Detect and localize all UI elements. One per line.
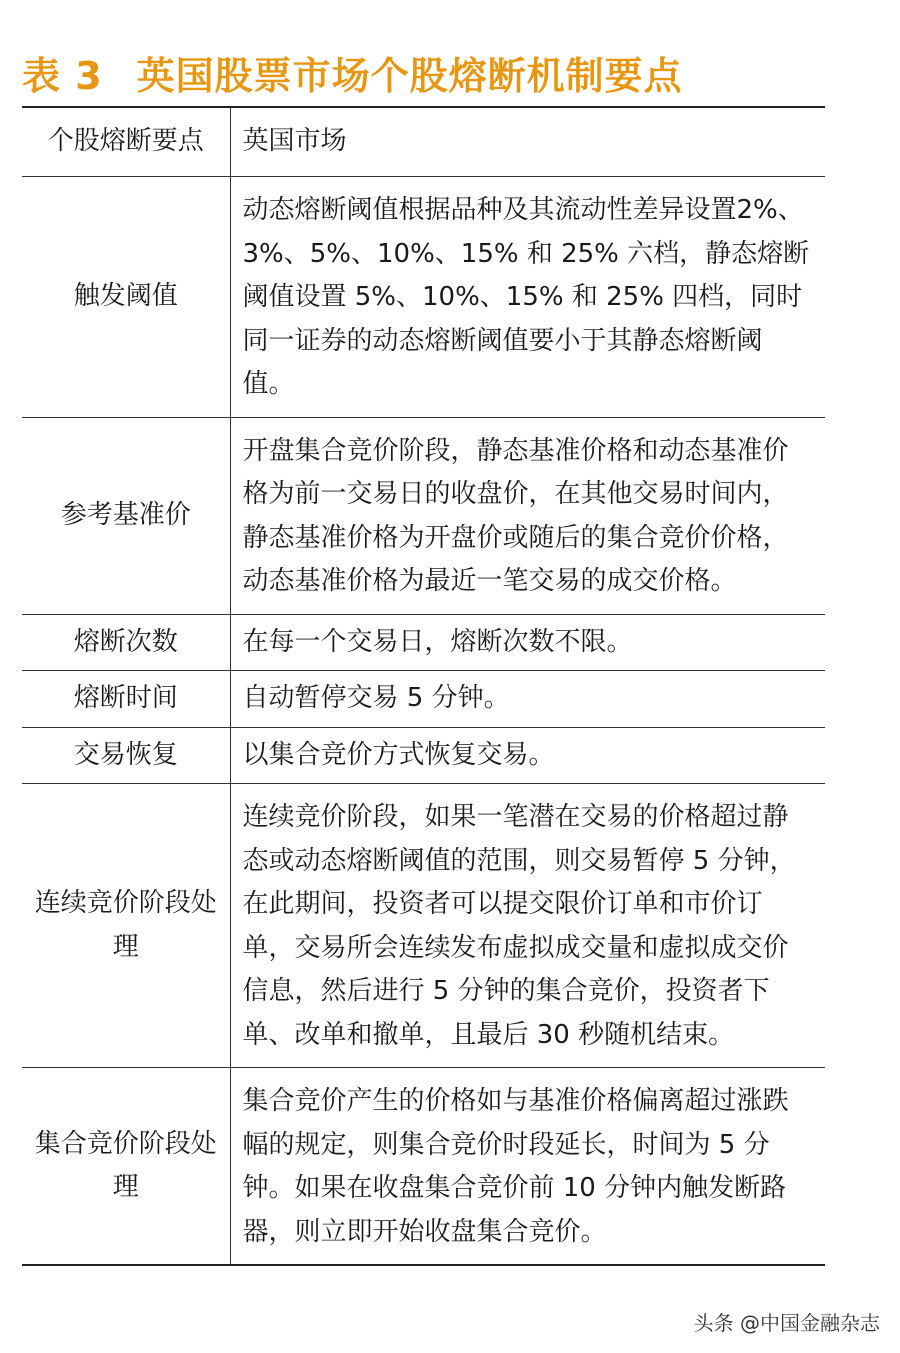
table-title [22,40,683,104]
header-col-uk-market: 英国市场 [230,107,825,177]
table-row [22,671,825,728]
row-key: 熔断时间 [22,671,230,728]
row-key: 连续竞价阶段处理 [22,784,230,1068]
table-row [22,1068,825,1266]
row-key: 熔断次数 [22,614,230,671]
row-value: 自动暂停交易 5 分钟。 [230,671,825,728]
table-row [22,727,825,784]
table-row [22,177,825,418]
row-key: 触发阈值 [22,177,230,418]
row-value: 连续竞价阶段，如果一笔潜在交易的价格超过静态或动态熔断阈值的范围，则交易暂停 5 分钟，在此期间，投资者可以提交限价订单和市价订单，交易所会连续发布虚拟成交量和虚拟成交价信息，然后进行 5 分钟的集合竞价，投资者下单、改单和撤单，且最后 30 秒随机结束。 [230,784,825,1068]
row-value: 在每一个交易日，熔断次数不限。 [230,614,825,671]
circuit-breaker-table [22,106,825,1266]
table-row [22,417,825,614]
table-caption: 英国股票市场个股熔断机制要点 [136,53,683,98]
table-row [22,614,825,671]
source-watermark: 头条 @中国金融杂志 [693,1310,880,1335]
table-number: 表 3 [22,53,103,98]
row-key: 集合竞价阶段处理 [22,1068,230,1266]
table-row [22,784,825,1068]
row-value: 集合竞价产生的价格如与基准价格偏离超过涨跌幅的规定，则集合竞价时段延长，时间为 5 分钟。如果在收盘集合竞价前 10 分钟内触发断路器，则立即开始收盘集合竞价。 [242,1086,789,1247]
row-value: 开盘集合竞价阶段，静态基准价格和动态基准价格为前一交易日的收盘价，在其他交易时间内，静态基准价格为开盘价或随后的集合竞价价格，动态基准价格为最近一笔交易的成交价格。 [230,417,825,614]
row-value: 以集合竞价方式恢复交易。 [230,727,825,784]
table-header-row [22,107,825,177]
row-key: 交易恢复 [22,727,230,784]
row-key: 参考基准价 [22,417,230,614]
header-col-points: 个股熔断要点 [22,107,230,177]
row-value: 动态熔断阈值根据品种及其流动性差异设置2%、3%、5%、10%、15% 和 25% 六档，静态熔断阈值设置 5%、10%、15% 和 25% 四档，同时同一证券的动态熔断阈值要小于其静态熔断阈值。 [230,177,825,418]
